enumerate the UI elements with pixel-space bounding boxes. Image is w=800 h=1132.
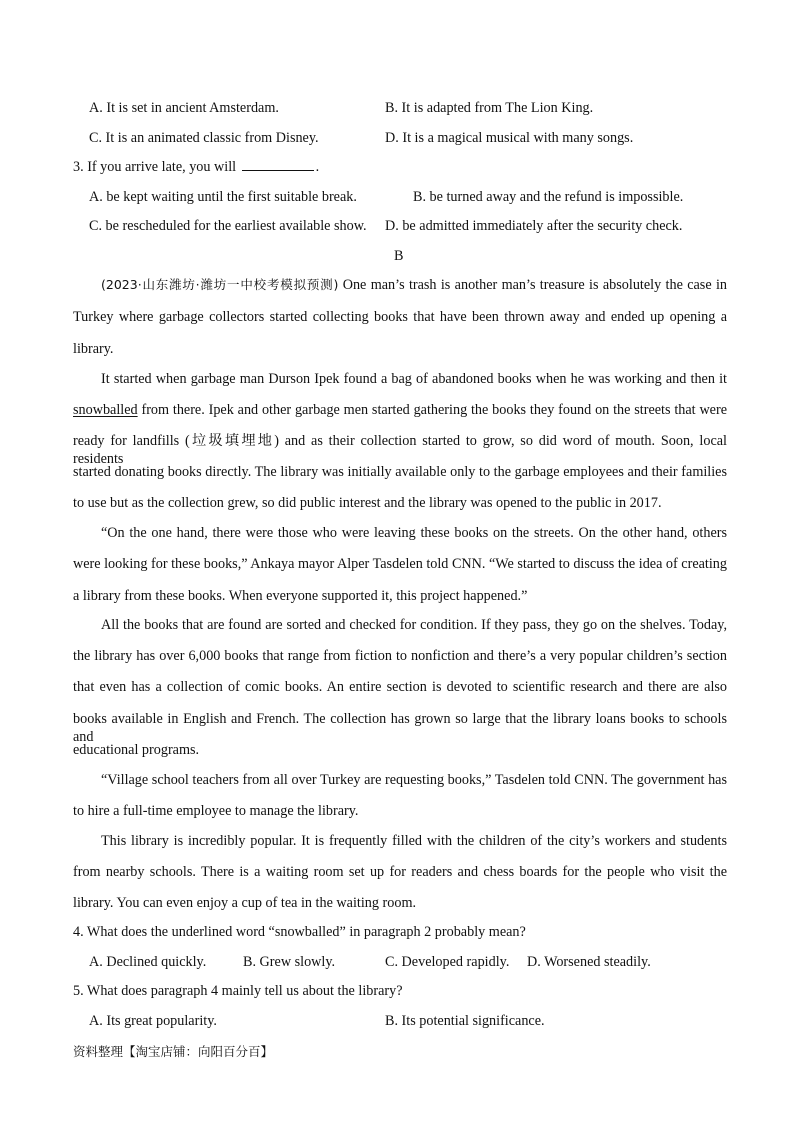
passage-line: started donating books directly. The library was initially available only to the garbage employees and their families bbox=[73, 464, 727, 480]
q4-option-c: C. Developed rapidly. bbox=[385, 954, 510, 970]
source-citation: (2023·山东潍坊·潍坊一中校考模拟预测) bbox=[101, 277, 339, 292]
passage-line: This library is incredibly popular. It is frequently filled with the children of the city’s workers and students bbox=[101, 833, 727, 849]
passage-line: Turkey where garbage collectors started collecting books that have been thrown away and ended up opening a bbox=[73, 309, 727, 325]
passage-line: that even has a collection of comic books. An entire section is devoted to scientific research and there are also bbox=[73, 679, 727, 695]
passage-text: One man’s trash is another man’s treasure is absolutely the case in bbox=[342, 277, 728, 293]
q3-option-d: D. be admitted immediately after the security check. bbox=[385, 218, 683, 234]
underlined-word: snowballed bbox=[73, 402, 138, 418]
passage-line: educational programs. bbox=[73, 742, 200, 758]
page-footer: 资料整理【淘宝店铺：向阳百分百】 bbox=[73, 1044, 274, 1059]
q4-option-a: A. Declined quickly. bbox=[89, 954, 207, 970]
answer-blank bbox=[242, 158, 314, 171]
q2-option-d: D. It is a magical musical with many songs. bbox=[385, 130, 634, 146]
section-label: B bbox=[394, 248, 404, 264]
q2-option-b: B. It is adapted from The Lion King. bbox=[385, 100, 594, 116]
q3-option-b: B. be turned away and the refund is impossible. bbox=[413, 189, 684, 205]
passage-line: a library from these books. When everyone supported it, this project happened.” bbox=[73, 588, 528, 604]
passage-line: It started when garbage man Durson Ipek found a bag of abandoned books when he was working and then it bbox=[101, 371, 727, 387]
q3-stem-end: . bbox=[315, 159, 320, 175]
passage-line: All the books that are found are sorted and checked for condition. If they pass, they go on the shelves. Today, bbox=[101, 617, 727, 633]
q3-option-a: A. be kept waiting until the first suitable break. bbox=[89, 189, 357, 205]
q5-option-a: A. Its great popularity. bbox=[89, 1013, 217, 1029]
passage-line: from nearby schools. There is a waiting room set up for readers and chess boards for the people who visit the bbox=[73, 864, 727, 880]
q3-stem-text: 3. If you arrive late, you will bbox=[73, 159, 237, 175]
passage-line: to use but as the collection grew, so did public interest and the library was opened to the public in 2017. bbox=[73, 495, 662, 511]
passage-line: to hire a full-time employee to manage the library. bbox=[73, 803, 359, 819]
q4-option-d: D. Worsened steadily. bbox=[527, 954, 651, 970]
q3-option-c: C. be rescheduled for the earliest available show. bbox=[89, 218, 367, 234]
q4-option-b: B. Grew slowly. bbox=[243, 954, 336, 970]
q2-option-a: A. It is set in ancient Amsterdam. bbox=[89, 100, 279, 116]
passage-line: “On the one hand, there were those who were leaving these books on the streets. On the other hand, others bbox=[101, 525, 727, 541]
q5-option-b: B. Its potential significance. bbox=[385, 1013, 545, 1029]
passage-line: books available in English and French. The collection has grown so large that the library loans books to schools and bbox=[73, 711, 727, 745]
passage-line: “Village school teachers from all over Turkey are requesting books,” Tasdelen told CNN. The government has bbox=[101, 772, 727, 788]
passage-line bbox=[101, 276, 727, 294]
q2-option-c: C. It is an animated classic from Disney. bbox=[89, 130, 319, 146]
passage-line: the library has over 6,000 books that range from fiction to nonfiction and there’s a very popular children’s section bbox=[73, 648, 727, 664]
q3-stem bbox=[73, 158, 319, 176]
passage-line: library. You can even enjoy a cup of tea in the waiting room. bbox=[73, 895, 417, 911]
passage-line: ready for landfills (垃圾填埋地) and as their collection started to grow, so did word of mouth. Soon, local residents bbox=[73, 433, 727, 467]
passage-line bbox=[73, 401, 727, 419]
passage-text: from there. Ipek and other garbage men started gathering the books they found on the streets that were bbox=[141, 402, 728, 418]
q5-stem: 5. What does paragraph 4 mainly tell us about the library? bbox=[73, 983, 403, 999]
passage-line: were looking for these books,” Ankaya mayor Alper Tasdelen told CNN. “We started to discuss the idea of creating bbox=[73, 556, 727, 572]
q4-stem: 4. What does the underlined word “snowballed” in paragraph 2 probably mean? bbox=[73, 924, 526, 940]
passage-line: library. bbox=[73, 341, 114, 357]
